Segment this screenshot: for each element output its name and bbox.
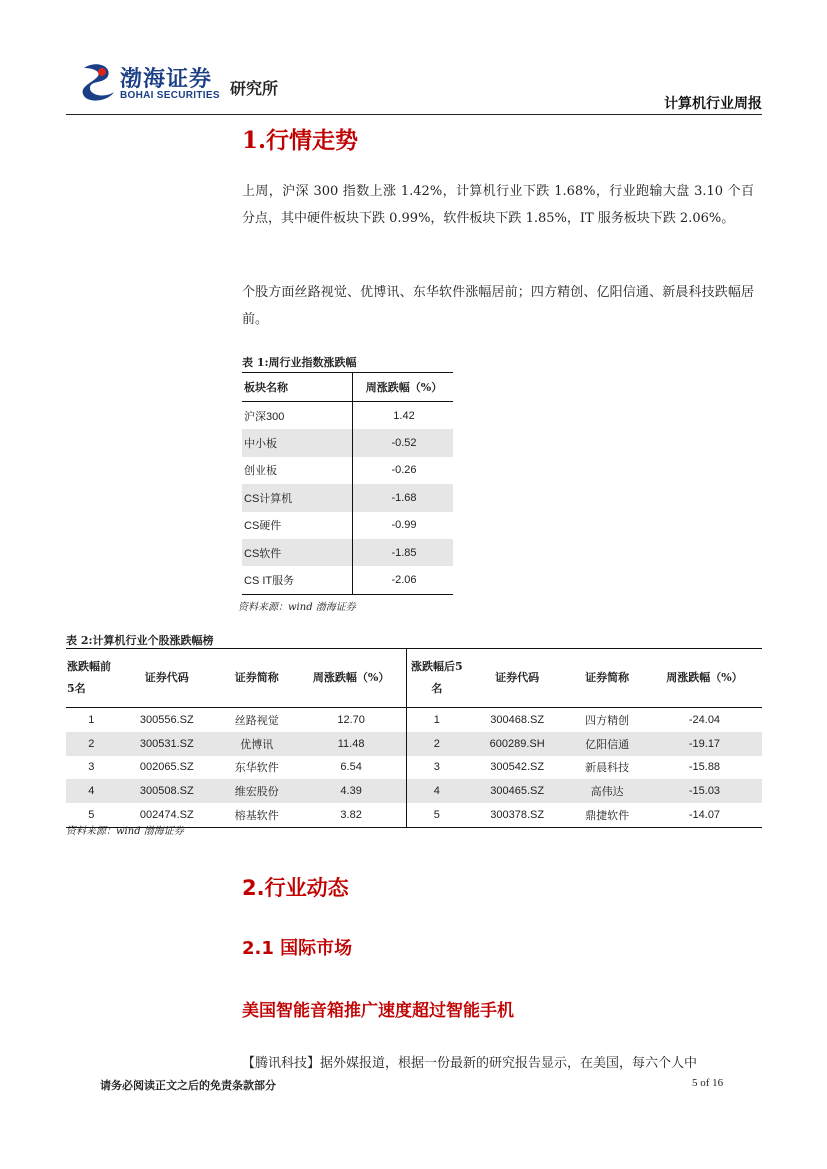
stock-code-cell: 002065.SZ (139, 761, 194, 774)
stock-code-cell: 300556.SZ (139, 713, 194, 726)
footer-disclaimer: 请务必阅读正文之后的免责条款部分 (100, 1079, 276, 1092)
stock-name-cell: 榕基软件 (217, 803, 297, 827)
column-header-name: 证券简称 (217, 649, 297, 708)
stock-code-cell: 600289.SH (467, 732, 567, 756)
stock-code-cell: 300531.SZ (117, 732, 217, 756)
index-change-table (242, 372, 453, 595)
column-header-sector: 板块名称 (242, 373, 353, 402)
table-1-caption: 表 1:周行业指数涨跌幅 (242, 356, 357, 369)
column-header-top5-rank: 涨跌幅前5名 (66, 649, 117, 708)
rank-cell: 5 (406, 803, 467, 827)
weekly-change-cell: 12.70 (297, 708, 407, 732)
sector-name: CS计算机 (242, 484, 353, 511)
table-2-source: 资料来源：wind 渤海证券 (66, 826, 184, 837)
column-header-name: 证券简称 (567, 649, 647, 708)
stock-ranking-table (66, 648, 762, 828)
logo-chinese-name: 渤海证券 (120, 66, 213, 92)
weekly-change-value: -0.99 (391, 519, 417, 532)
sector-name: 沪深300 (242, 402, 353, 430)
sector-name: 创业板 (242, 457, 353, 484)
table-row (66, 756, 762, 780)
stock-name-cell: 维宏股份 (217, 779, 297, 803)
stock-name-cell: 优博讯 (217, 732, 297, 756)
table-row (242, 429, 453, 456)
rank-cell: 3 (433, 761, 440, 774)
rank-cell: 1 (433, 713, 440, 726)
column-header-code: 证券代码 (117, 649, 217, 708)
column-header-weekly-change: 周涨跌幅（%） (647, 649, 762, 708)
column-header-weekly-change: 周涨跌幅（%） (353, 373, 454, 402)
weekly-change-value: 1.42 (393, 409, 415, 422)
weekly-change-cell: -14.07 (647, 803, 762, 827)
table-2-caption: 表 2:计算机行业个股涨跌幅榜 (66, 634, 214, 647)
table-row (66, 708, 762, 732)
section-1-heading: 1.行情走势 (242, 127, 359, 154)
weekly-change-cell: 11.48 (297, 732, 407, 756)
weekly-change-value: -1.85 (353, 539, 454, 566)
stock-name-cell: 东华软件 (234, 762, 279, 775)
weekly-change-value: -2.06 (353, 566, 454, 594)
stock-summary-paragraph: 个股方面丝路视觉、优博讯、东华软件涨幅居前；四方精创、亿阳信通、新晨科技跌幅居前。 (242, 285, 754, 327)
stock-code-cell: 300508.SZ (117, 779, 217, 803)
rank-cell: 2 (66, 732, 117, 756)
subsection-heading: 2.1 国际市场 (242, 938, 353, 959)
rank-cell: 2 (406, 732, 467, 756)
table-1-source: 资料来源：wind 渤海证券 (238, 602, 356, 613)
table-row (242, 484, 453, 511)
stock-name-cell: 丝路视觉 (234, 714, 279, 727)
stock-code-cell: 300542.SZ (490, 761, 545, 774)
rank-cell: 4 (66, 779, 117, 803)
stock-code-cell: 300465.SZ (467, 779, 567, 803)
weekly-change-cell: -15.88 (688, 761, 721, 774)
section-2-heading: 2.行业动态 (242, 876, 349, 900)
stock-name-cell: 四方精创 (585, 714, 630, 727)
logo-english-name: BOHAI SECURITIES (120, 90, 220, 101)
weekly-change-cell: -24.04 (688, 713, 721, 726)
stock-name-cell: 新晨科技 (585, 762, 630, 775)
stock-name-cell: 鼎捷软件 (567, 803, 647, 827)
table-row (242, 512, 453, 539)
sector-name: 中小板 (242, 429, 353, 456)
sector-name: CS软件 (242, 539, 353, 566)
table-row (242, 566, 453, 594)
stock-code-cell: 002474.SZ (117, 803, 217, 827)
institute-label: 研究所 (230, 79, 279, 98)
weekly-change-cell: 3.82 (297, 803, 407, 827)
rank-cell: 5 (66, 803, 117, 827)
sector-name: CS IT服务 (242, 566, 353, 594)
market-summary-paragraph: 上周，沪深 300 指数上涨 1.42%，计算机行业下跌 1.68%，行业跑输大盘 3.10 个百分点，其中硬件板块下跌 0.99%，软件板块下跌 1.85%，IT 服务板块下跌 2.06%。 (242, 184, 754, 226)
column-header-bottom5-rank: 涨跌幅后5名 (406, 649, 467, 708)
news-paragraph: 【腾讯科技】据外媒报道，根据一份最新的研究报告显示，在美国，每六个人中 (242, 1056, 698, 1071)
rank-cell: 3 (88, 761, 95, 774)
sector-name: CS硬件 (242, 512, 353, 539)
rank-cell: 1 (88, 713, 95, 726)
stock-name-cell: 亿阳信通 (567, 732, 647, 756)
bohai-logo-icon (80, 62, 116, 102)
table-row (66, 779, 762, 803)
table-row (242, 539, 453, 566)
page-number: 5 of 16 (692, 1077, 724, 1089)
column-header-code: 证券代码 (467, 649, 567, 708)
table-row (242, 457, 453, 484)
weekly-change-cell: 6.54 (297, 756, 407, 780)
stock-name-cell: 高伟达 (567, 779, 647, 803)
table-row (66, 732, 762, 756)
column-header-weekly-change: 周涨跌幅（%） (297, 649, 407, 708)
rank-cell: 4 (406, 779, 467, 803)
news-headline: 美国智能音箱推广速度超过智能手机 (242, 1001, 514, 1021)
weekly-change-value: -1.68 (353, 484, 454, 511)
stock-code-cell: 300468.SZ (490, 713, 545, 726)
company-logo (80, 62, 290, 106)
weekly-change-cell: -15.03 (647, 779, 762, 803)
stock-code-cell: 300378.SZ (467, 803, 567, 827)
table-row (242, 402, 453, 430)
weekly-change-cell: -19.17 (647, 732, 762, 756)
report-title: 计算机行业周报 (664, 96, 762, 112)
weekly-change-cell: 4.39 (297, 779, 407, 803)
header-divider (66, 114, 762, 115)
weekly-change-value: -0.52 (353, 429, 454, 456)
weekly-change-value: -0.26 (391, 464, 417, 477)
